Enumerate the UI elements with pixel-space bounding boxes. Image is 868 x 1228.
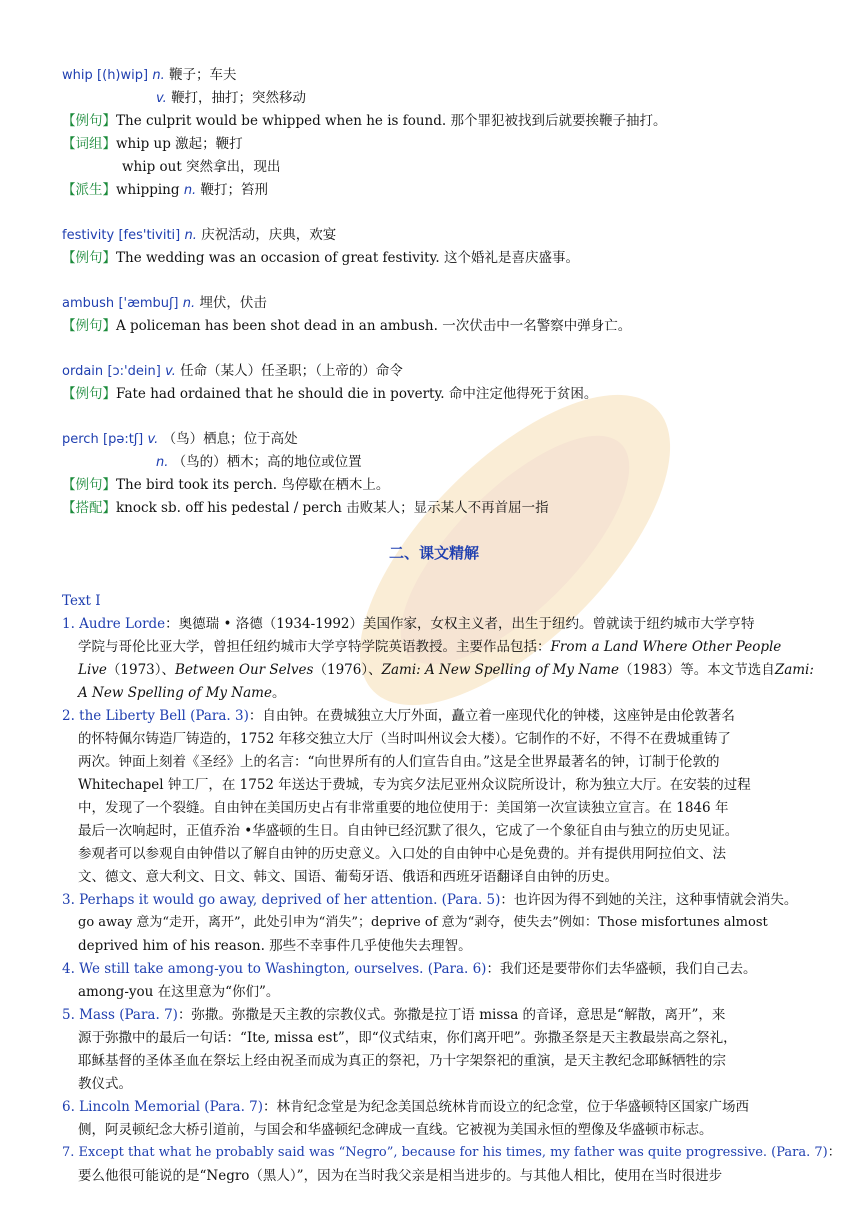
note-4-line-1 — [62, 958, 822, 981]
phonetic: [(h)wip] — [97, 68, 149, 83]
example-tag: 【例句】 — [62, 477, 116, 493]
note-1-line-3 — [78, 659, 822, 682]
phonetic: [pə:tʃ] — [103, 432, 144, 447]
definition: 鞭子；车夫 — [169, 67, 237, 83]
entry-whip-head — [62, 64, 822, 88]
entry-whip-phrase2 — [122, 156, 822, 179]
note-2-line-1 — [62, 705, 822, 728]
entry-ordain-head — [62, 360, 822, 384]
definition: 任命（某人）任圣职；（上帝的）命令 — [180, 363, 403, 379]
note-2-line-7: 参观者可以参观自由钟借以了解自由钟的历史意义。入口处的自由钟中心是免费的。并有提供用阿拉伯文、法 — [78, 846, 726, 862]
headword: ambush — [62, 296, 115, 311]
note-7-line-2: 要么他很可能说的是“Negro（黑人）”，因为在当时我父亲是相当进步的。与其他人相比，使用在当时很进步 — [78, 1168, 723, 1184]
headword: perch — [62, 432, 99, 447]
note-2-line-5: 中，发现了一个裂缝。自由钟在美国历史占有非常重要的地位使用于：美国第一次宣读独立宣言。在 1846 年 — [78, 800, 729, 816]
note-1-line-1 — [62, 613, 822, 636]
phonetic: [fes'tiviti] — [118, 228, 181, 243]
definition: （鸟的）栖木；高的地位或位置 — [172, 454, 362, 470]
derivative-word: whipping — [116, 182, 180, 198]
phonetic: ['æmbuʃ] — [118, 296, 179, 311]
note-head: 1. Audre Lorde — [62, 616, 166, 632]
entry-whip-derivative — [62, 179, 822, 203]
note-7-line-1 — [62, 1142, 841, 1165]
part-of-speech: v. — [165, 364, 176, 379]
note-6-line-1 — [62, 1096, 822, 1119]
entry-whip-def2 — [156, 87, 822, 111]
entry-festivity-head — [62, 224, 822, 248]
text-label: Text I — [62, 593, 101, 609]
example-text: A policeman has been shot dead in an ambush. 一次伏击中一名警察中弹身亡。 — [116, 318, 632, 334]
note-head: 7. Except that what he probably said was “Negro”, because for his times, my father was quite progressive. (Para. 7) — [62, 1145, 828, 1160]
entry-ambush-example — [62, 315, 822, 338]
note-head: 2. the Liberty Bell (Para. 3) — [62, 708, 249, 724]
note-5-line-4: 教仪式。 — [78, 1076, 132, 1092]
part-of-speech: n. — [152, 68, 165, 83]
example-tag: 【例句】 — [62, 113, 116, 129]
entry-ambush-head — [62, 292, 822, 316]
note-2-line-2: 的怀特佩尔铸造厂铸造的，1752 年移交独立大厅（当时叫州议会大楼）。它制作的不好，不得不在费城重铸了 — [78, 731, 731, 747]
phonetic: [ɔ:'dein] — [107, 364, 161, 379]
book-title: Zami: — [774, 662, 814, 678]
definition: （鸟）栖息；位于高处 — [162, 431, 298, 447]
phrase-text: whip up 激起；鞭打 — [116, 136, 243, 152]
book-title: Live — [78, 662, 107, 678]
note-2-line-6: 最后一次响起时，正值乔治 •华盛顿的生日。自由钟已经沉默了很久，它成了一个象征自由与独立的历史见证。 — [78, 823, 739, 839]
note-text: ：林肯纪念堂是为纪念美国总统林肯而设立的纪念堂，位于华盛顿特区国家广场西 — [263, 1099, 750, 1115]
note-text: 。 — [271, 685, 286, 701]
example-text: The wedding was an occasion of great festivity. 这个婚礼是喜庆盛事。 — [116, 250, 579, 266]
definition: 埋伏，伏击 — [199, 295, 267, 311]
note-head: 3. Perhaps it would go away, deprived of her attention. (Para. 5) — [62, 892, 501, 908]
note-5-line-3: 耶稣基督的圣体圣血在祭坛上经由祝圣而成为真正的祭祀，乃十字架祭祀的重演，是天主教纪念耶稣牺牲的宗 — [78, 1053, 726, 1069]
part-of-speech: n. — [183, 183, 197, 198]
collocation-text: knock sb. off his pedestal / perch 击败某人；显示某人不再首屈一指 — [116, 500, 549, 516]
note-3-line-1 — [62, 889, 822, 912]
example-text: The bird took its perch. 鸟停歇在栖木上。 — [116, 477, 390, 493]
entry-whip-phrase — [62, 133, 822, 156]
note-4-line-2: among-you 在这里意为“你们”。 — [78, 984, 280, 1000]
entry-whip-example — [62, 110, 822, 133]
note-1-line-2 — [78, 636, 822, 659]
note-text: ：也许因为得不到她的关注，这种事情就会消失。 — [500, 892, 798, 908]
note-6-line-2: 侧，阿灵顿纪念大桥引道前，与国会和华盛顿纪念碑成一直线。它被视为美国永恒的塑像及华盛顿市标志。 — [78, 1122, 713, 1138]
book-title: From a Land Where Other People — [550, 639, 782, 655]
note-5-line-2: 源于弥撒中的最后一句话：“Ite, missa est”，即“仪式结束，你们离开吧”。弥撒圣祭是天主教最崇高之祭礼， — [78, 1030, 737, 1046]
entry-perch-collocation — [62, 497, 822, 520]
book-title: Between Our Selves — [175, 662, 314, 678]
note-text: ：自由钟。在费城独立大厅外面，矗立着一座现代化的钟楼，这座钟是由伦敦著名 — [248, 708, 735, 724]
part-of-speech: v. — [156, 91, 167, 106]
section-title: 二、课文精解 — [388, 544, 479, 562]
collocation-tag: 【搭配】 — [62, 500, 116, 516]
entry-ordain-example — [62, 383, 822, 406]
note-head: 4. We still take among-you to Washington, ourselves. (Para. 6) — [62, 961, 487, 977]
note-1-line-4 — [78, 682, 822, 705]
note-2-line-4: Whitechapel 钟工厂，在 1752 年送达于费城，专为宾夕法尼亚州众议院所设计，称为独立大厅。在安装的过程 — [78, 777, 751, 793]
note-head: 6. Lincoln Memorial (Para. 7) — [62, 1099, 264, 1115]
note-head: 5. Mass (Para. 7) — [62, 1007, 178, 1023]
entry-perch-example — [62, 474, 822, 497]
example-tag: 【例句】 — [62, 250, 116, 266]
note-text: ：弥撒。弥撒是天主教的宗教仪式。弥撒是拉丁语 missa 的音译，意思是“解散，离开”，来 — [177, 1007, 726, 1023]
headword: festivity — [62, 228, 115, 243]
example-text: The culprit would be whipped when he is found. 那个罪犯被找到后就要挨鞭子抽打。 — [116, 113, 667, 129]
note-5-line-1 — [62, 1004, 822, 1027]
note-3-line-2: go away 意为“走开，离开”，此处引申为“消失”；deprive of 意为“剥夺，使失去”例如：Those misfortunes almost — [78, 915, 768, 930]
definition: 庆祝活动，庆典，欢宴 — [201, 227, 337, 243]
part-of-speech: n. — [156, 455, 169, 470]
entry-perch-head — [62, 428, 822, 452]
definition: 鞭打；笞刑 — [200, 182, 268, 198]
note-text: ：我们还是要带你们去华盛顿，我们自己去。 — [486, 961, 757, 977]
note-3-line-3: deprived him of his reason. 那些不幸事件几乎使他失去理智。 — [78, 938, 472, 954]
example-tag: 【例句】 — [62, 386, 116, 402]
example-text: Fate had ordained that he should die in poverty. 命中注定他得死于贫困。 — [116, 386, 598, 402]
note-text: ： — [827, 1145, 841, 1160]
headword: ordain — [62, 364, 104, 379]
note-text: （1983）等。本文节选自 — [618, 662, 775, 678]
note-text: 学院与哥伦比亚大学，曾担任纽约城市大学亨特学院英语教授。主要作品包括： — [78, 639, 551, 655]
note-text: ：奥德瑞 • 洛德（1934-1992）美国作家，女权主义者，出生于纽约。曾就读于纽约城市大学亨特 — [165, 616, 755, 632]
part-of-speech: n. — [184, 228, 197, 243]
part-of-speech: n. — [182, 296, 196, 311]
example-tag: 【例句】 — [62, 318, 116, 334]
entry-festivity-example — [62, 247, 822, 270]
note-2-line-3: 两次。钟面上刻着《圣经》上的名言：“向世界所有的人们宣告自由。”这是全世界最著名的钟，订制于伦敦的 — [78, 754, 720, 770]
entry-perch-def2 — [156, 451, 822, 475]
note-text: （1973）、 — [106, 662, 176, 678]
phrase-tag: 【词组】 — [62, 136, 116, 152]
book-title: Zami: A New Spelling of My Name — [381, 662, 619, 678]
definition: 鞭打，抽打；突然移动 — [171, 90, 307, 106]
derivative-tag: 【派生】 — [62, 182, 116, 198]
part-of-speech: v. — [147, 432, 159, 447]
book-title: A New Spelling of My Name — [78, 685, 272, 701]
phrase-text: whip out 突然拿出，现出 — [122, 159, 281, 175]
note-text: （1976）、 — [313, 662, 382, 678]
note-2-line-8: 文、德文、意大利文、日文、韩文、国语、葡萄牙语、俄语和西班牙语翻译自由钟的历史。 — [78, 869, 618, 885]
headword: whip — [62, 68, 93, 83]
